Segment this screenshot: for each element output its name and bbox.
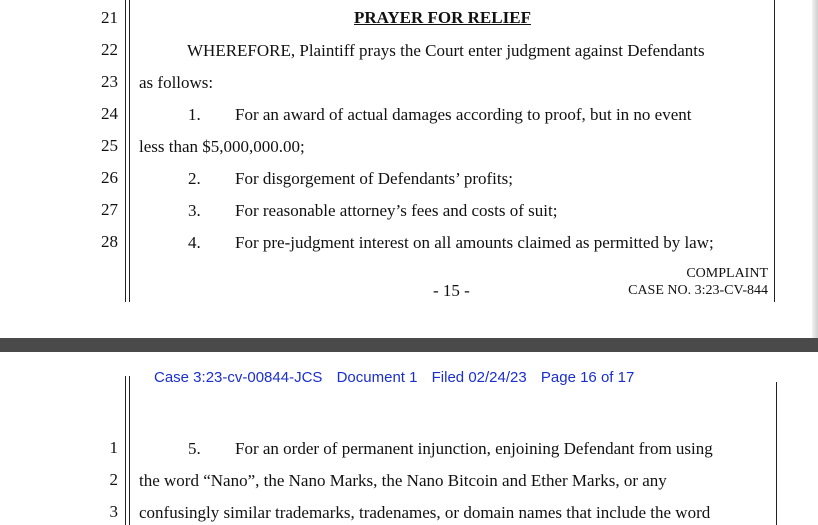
header-filed: Filed 02/24/23 (431, 369, 527, 386)
page-gap (0, 338, 818, 352)
item-number: 4. (188, 233, 201, 252)
line-number-22: 22 (101, 40, 118, 59)
margin-rule-right (774, 0, 775, 302)
header-document: Document 1 (336, 369, 418, 386)
paragraph-line: For disgorgement of Defendants’ profits; (235, 169, 513, 188)
line-number-21: 21 (101, 8, 118, 27)
item-number: 3. (188, 201, 201, 220)
paragraph-line: For reasonable attorney’s fees and costs of suit; (235, 201, 558, 220)
line-number-1: 1 (109, 438, 118, 457)
item-number: 1. (188, 105, 201, 124)
line-number-2: 2 (109, 470, 118, 489)
line-number-24: 24 (101, 104, 118, 123)
margin-rule-left-inner (129, 376, 130, 525)
header-case: Case 3:23-cv-00844-JCS (154, 369, 323, 386)
page-edge-shadow (812, 0, 818, 338)
line-number-27: 27 (101, 200, 118, 219)
section-title: PRAYER FOR RELIEF (354, 8, 531, 27)
filing-header (154, 369, 644, 386)
paragraph-line: less than $5,000,000.00; (139, 137, 305, 156)
footer-doc-type: COMPLAINT (686, 266, 768, 281)
paragraph-line: as follows: (139, 73, 214, 92)
paragraph-line: For an award of actual damages according to proof, but in no event (235, 105, 692, 124)
margin-rule-left-outer (125, 0, 126, 302)
paragraph-line: For an order of permanent injunction, enjoining Defendant from using (235, 439, 713, 458)
margin-rule-right (776, 382, 777, 525)
paragraph-line: confusingly similar trademarks, tradenames, or domain names that include the word (139, 503, 711, 522)
line-number-26: 26 (101, 168, 118, 187)
paragraph-line: WHEREFORE, Plaintiff prays the Court enter judgment against Defendants (187, 41, 705, 60)
header-page: Page 16 of 17 (540, 369, 635, 386)
item-number: 2. (188, 169, 201, 188)
margin-rule-left-inner (129, 0, 130, 302)
item-number: 5. (188, 439, 201, 458)
line-number-25: 25 (101, 136, 118, 155)
paragraph-line: the word “Nano”, the Nano Marks, the Nano Bitcoin and Ether Marks, or any (139, 471, 667, 490)
line-number-3: 3 (109, 502, 118, 521)
footer-case-number: CASE NO. 3:23-CV-844 (628, 283, 768, 298)
paragraph-line: For pre-judgment interest on all amounts claimed as permitted by law; (235, 233, 714, 252)
line-number-28: 28 (101, 232, 118, 251)
margin-rule-left-outer (125, 376, 126, 525)
line-number-23: 23 (101, 72, 118, 91)
page-number: - 15 - (433, 281, 470, 300)
